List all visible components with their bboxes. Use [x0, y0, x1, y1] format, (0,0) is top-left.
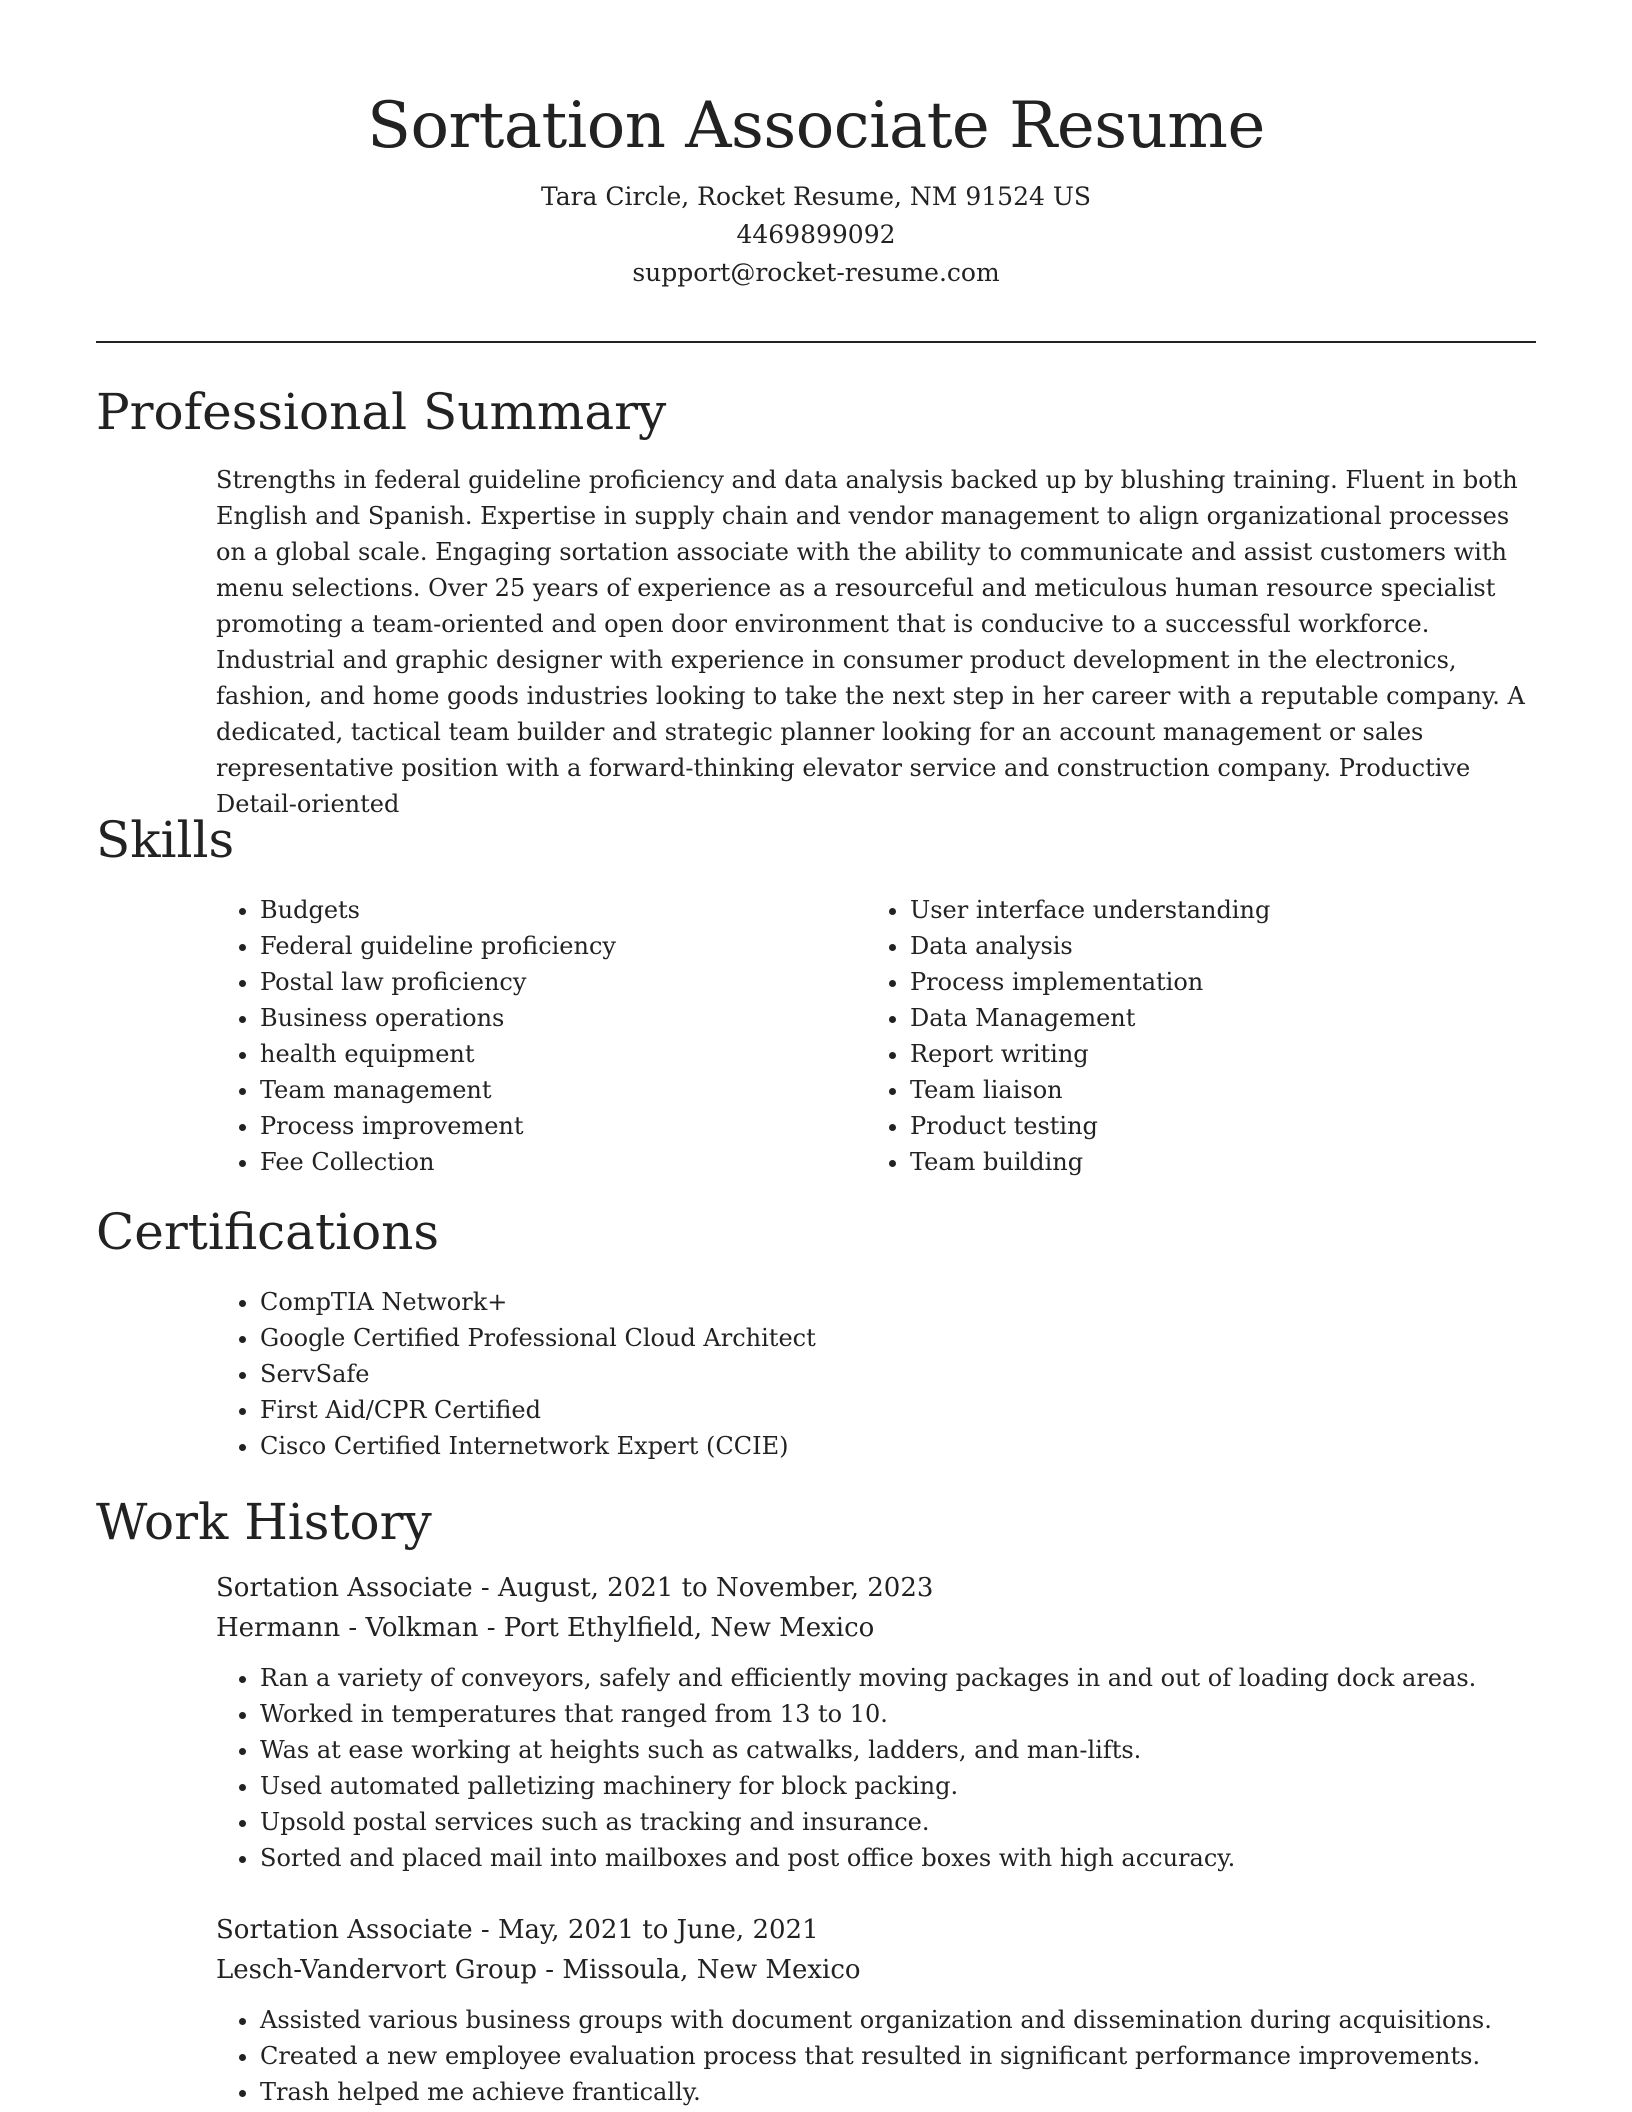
- job-company: Lesch-Vandervort Group: [216, 1955, 538, 1985]
- skill-item: • Federal guideline proficiency: [260, 928, 836, 964]
- job-company: Hermann - Volkman: [216, 1613, 479, 1643]
- work-history-heading: Work History: [96, 1493, 432, 1551]
- job-entry: [216, 1568, 1536, 1876]
- job-title: Sortation Associate: [216, 1573, 473, 1603]
- contact-block: [0, 178, 1632, 292]
- skill-item: • Data analysis: [910, 928, 1486, 964]
- contact-email: support@rocket-resume.com: [632, 258, 1000, 287]
- job-separator: -: [486, 1613, 504, 1643]
- job-duty-item: • Sorted and placed mail into mailboxes and post office boxes with high accuracy.: [260, 1840, 1536, 1876]
- skill-item: • health equipment: [260, 1036, 836, 1072]
- job-duty-item: • Used automated palletizing machinery for block packing.: [260, 1768, 1536, 1804]
- contact-address: Tara Circle, Rocket Resume, NM 91524 US: [540, 182, 1092, 211]
- job-duty-item: • Was at ease working at heights such as catwalks, ladders, and man-lifts.: [260, 1732, 1536, 1768]
- skill-item: • Postal law proficiency: [260, 964, 836, 1000]
- job-duties-list: [216, 1660, 1536, 1876]
- job-company-line: [216, 1608, 1536, 1648]
- certification-item: • First Aid/CPR Certified: [260, 1392, 1516, 1428]
- certifications-heading: Certifications: [96, 1203, 440, 1261]
- job-company-line: [216, 1950, 1536, 1990]
- header-divider: [96, 341, 1536, 343]
- resume-title: Sortation Associate Resume: [367, 89, 1265, 163]
- summary-text: Strengths in federal guideline proficiency and data analysis backed up by blushing training. Fluent in both English and Spanish. Expertise in supply chain and vendor management to align organizational processes on a global scale. Engaging sortation associate with the ability to communicate and assist customers with menu selections. Over 25 years of experience as a resourceful and meticulous human resource specialist promoting a team-oriented and open door environment that is conducive to a successful workforce. Industrial and graphic designer with experience in consumer product development in the electronics, fashion, and home goods industries looking to take the next step in her career with a reputable company. A dedicated, tactical team builder and strategic planner looking for an account management or sales representative position with a forward-thinking elevator service and construction company. Productive Detail-oriented: [216, 466, 1525, 818]
- job-location: Port Ethylfield, New Mexico: [503, 1613, 875, 1643]
- job-duty-item: • Worked in temperatures that ranged from 13 to 10.: [260, 1696, 1536, 1732]
- skill-item: • Data Management: [910, 1000, 1486, 1036]
- job-separator: -: [480, 1915, 498, 1945]
- skill-item: • Team management: [260, 1072, 836, 1108]
- skill-item: • Fee Collection: [260, 1144, 836, 1180]
- job-title-line: [216, 1568, 1536, 1608]
- certification-item: • Cisco Certified Internetwork Expert (CCIE): [260, 1428, 1516, 1464]
- skill-item: • Business operations: [260, 1000, 836, 1036]
- job-duty-item: • Assisted various business groups with document organization and dissemination during acquisitions.: [260, 2002, 1536, 2038]
- certifications-block: [216, 1284, 1516, 1464]
- job-location: Missoula, New Mexico: [562, 1955, 861, 1985]
- job-separator: -: [480, 1573, 498, 1603]
- job-title-line: [216, 1910, 1536, 1950]
- skills-column-right: [866, 892, 1486, 1180]
- job-dates: May, 2021 to June, 2021: [497, 1915, 819, 1945]
- skills-list-right: [866, 892, 1486, 1180]
- certification-item: • Google Certified Professional Cloud Architect: [260, 1320, 1516, 1356]
- certifications-list: [216, 1284, 1516, 1464]
- skill-item: • User interface understanding: [910, 892, 1486, 928]
- certification-item: • CompTIA Network+: [260, 1284, 1516, 1320]
- skills-list-left: [216, 892, 836, 1180]
- skill-item: • Process implementation: [910, 964, 1486, 1000]
- skill-item: • Team liaison: [910, 1072, 1486, 1108]
- job-duty-item: • Upsold postal services such as tracking and insurance.: [260, 1804, 1536, 1840]
- job-separator: -: [545, 1955, 563, 1985]
- job-duty-item: • Trash helped me achieve frantically.: [260, 2074, 1536, 2110]
- contact-phone: 4469899092: [736, 220, 896, 249]
- skill-item: • Product testing: [910, 1108, 1486, 1144]
- job-dates: August, 2021 to November, 2023: [497, 1573, 934, 1603]
- certification-item: • ServSafe: [260, 1356, 1516, 1392]
- job-duty-item: • Created a new employee evaluation process that resulted in significant performance improvements.: [260, 2038, 1536, 2074]
- job-title: Sortation Associate: [216, 1915, 473, 1945]
- job-duties-list: [216, 2002, 1536, 2110]
- skill-item: • Budgets: [260, 892, 836, 928]
- skills-heading: Skills: [96, 811, 235, 869]
- job-entry: [216, 1910, 1536, 2110]
- job-duty-item: • Ran a variety of conveyors, safely and efficiently moving packages in and out of loading dock areas.: [260, 1660, 1536, 1696]
- summary-heading: Professional Summary: [96, 383, 667, 441]
- skills-column-left: [216, 892, 836, 1180]
- skill-item: • Process improvement: [260, 1108, 836, 1144]
- skill-item: • Team building: [910, 1144, 1486, 1180]
- resume-header: [0, 0, 1632, 292]
- skill-item: • Report writing: [910, 1036, 1486, 1072]
